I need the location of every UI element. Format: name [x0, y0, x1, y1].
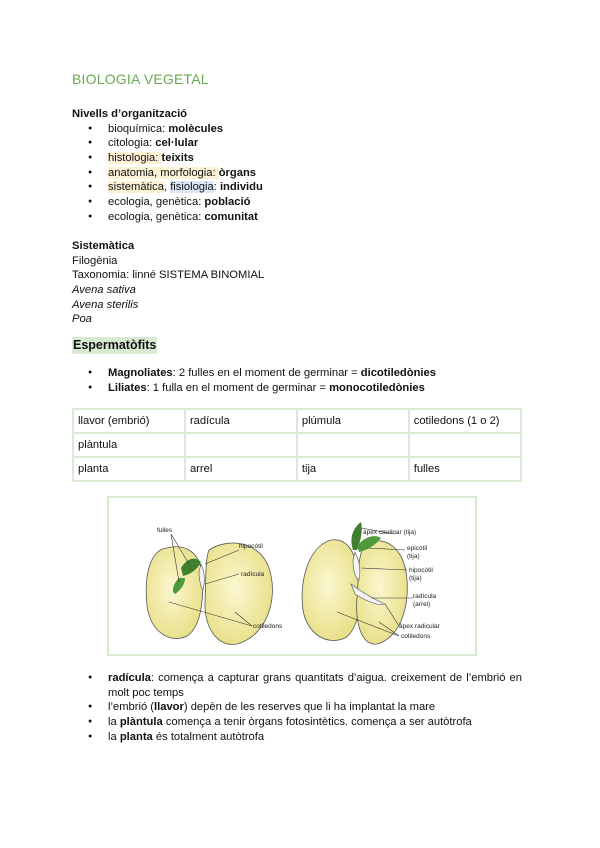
list-item: ● Liliates: 1 fulla en el moment de germinar = monocotiledònies — [72, 381, 436, 396]
table-cell: llavor (embrió) — [73, 409, 185, 433]
table-cell — [185, 433, 297, 457]
label-cotiledons-right: cotiledons — [401, 633, 431, 640]
seed-diagram — [109, 498, 475, 654]
list-item: ● ecologia, genètica: població — [72, 195, 263, 210]
table-cell: cotiledons (1 o 2) — [409, 409, 521, 433]
seed-germination-figure — [107, 496, 477, 656]
list-item: ● radícula: comença a capturar grans quantitats d’aigua. creixement de l’embrió en molt poc temps — [72, 671, 522, 700]
list-item: ● histologia: teixits — [72, 151, 263, 166]
label-hipocotil-tija: (tija) — [409, 575, 422, 582]
label-apex-radicular: àpex radicular — [399, 623, 440, 630]
list-item: ● anatomia, morfologia: òrgans — [72, 166, 263, 181]
text-line: Filogènia — [72, 254, 118, 267]
label-fulles: fulles — [157, 527, 173, 534]
table-cell: arrel — [185, 457, 297, 481]
espermatofits-list-wrap — [72, 366, 436, 395]
list-item: ● sistemàtica, fisiologia: individu — [72, 180, 263, 195]
table-row — [73, 409, 521, 433]
table-cell: planta — [73, 457, 185, 481]
table-cell: tija — [297, 457, 409, 481]
levels-section — [72, 107, 263, 225]
species-name: Poa — [72, 313, 92, 326]
espermatofits-list — [72, 366, 436, 395]
label-hipocotil: hipocòtil — [239, 543, 263, 550]
notes-section — [72, 671, 522, 745]
label-epicotil-tija: (tija) — [407, 553, 420, 560]
list-item: ● l’embrió (llavor) depèn de les reserves que li ha implantat la mare — [72, 700, 522, 715]
levels-list — [72, 122, 263, 225]
list-item: ● la planta és totalment autòtrofa — [72, 730, 522, 745]
label-epicotil: epicòtil — [407, 545, 428, 552]
label-radicula: radícula — [241, 571, 265, 578]
label-hipocotil-right: hipocòtil — [409, 567, 433, 574]
page-title: BIOLOGIA VEGETAL — [72, 71, 209, 87]
table-row — [73, 433, 521, 457]
espermatofits-heading: Espermatòfits — [73, 338, 157, 352]
species-name: Avena sativa — [72, 284, 136, 297]
list-item: ● la plàntula comença a tenir òrgans fotosintètics. comença a ser autòtrofa — [72, 715, 522, 730]
label-radicula-right: radícula — [413, 593, 437, 600]
table-row — [73, 457, 521, 481]
table-cell: plàntula — [73, 433, 185, 457]
list-item: ● ecologia, genètica: comunitat — [72, 210, 263, 225]
list-item: ● Magnoliates: 2 fulles en el moment de germinar = dicotiledònies — [72, 366, 436, 381]
label-radicula-arrel: (arrel) — [413, 601, 431, 608]
species-name: Avena sterilis — [72, 298, 139, 311]
table-cell — [409, 433, 521, 457]
table-cell: plúmula — [297, 409, 409, 433]
text-line: Taxonomia: linné SISTEMA BINOMIAL — [72, 269, 265, 282]
sistematica-section — [72, 239, 264, 327]
table-cell: radícula — [185, 409, 297, 433]
table-cell — [297, 433, 409, 457]
sistematica-heading: Sistemàtica — [72, 240, 135, 252]
notes-list — [72, 671, 522, 745]
right-seed-illustration — [302, 522, 407, 644]
table-cell: fulles — [409, 457, 521, 481]
plant-parts-table — [72, 408, 522, 482]
levels-heading: Nivells d’organització — [72, 108, 188, 120]
label-apex-caulinar: àpex caulinar (tija) — [363, 529, 417, 536]
label-cotiledons: cotiledons — [253, 623, 283, 630]
list-item: ● citologia: cel·lular — [72, 136, 263, 151]
list-item: ● bioquímica: molècules — [72, 122, 263, 137]
